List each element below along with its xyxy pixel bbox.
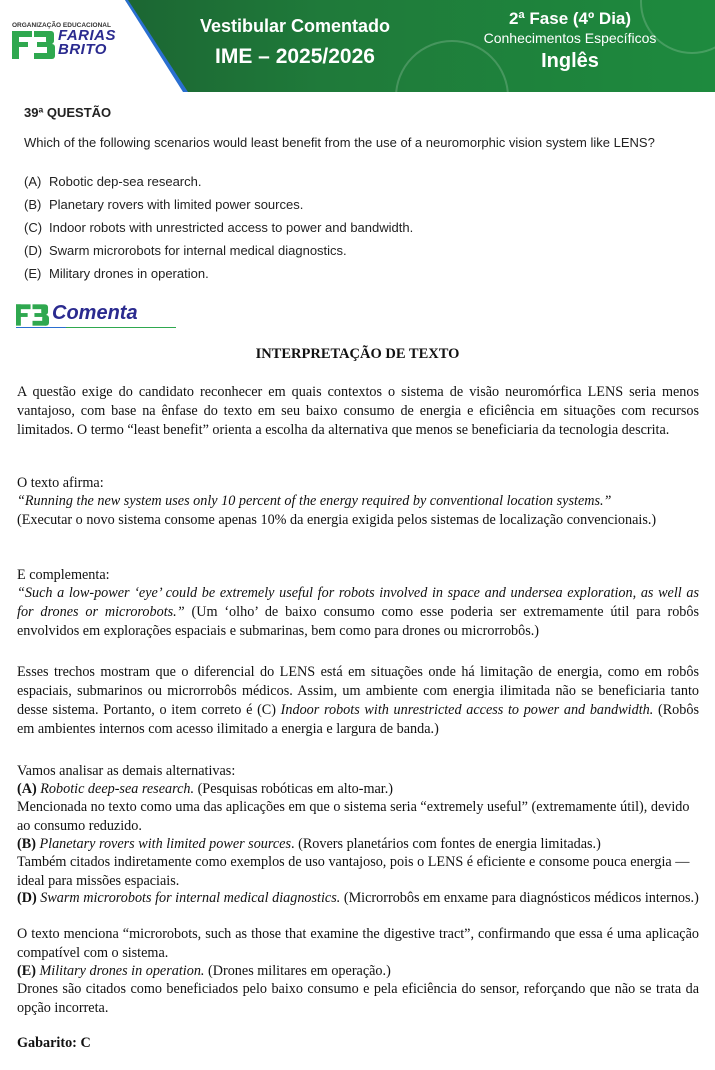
option-b: (B) Planetary rovers with limited power sources. xyxy=(24,197,304,212)
quote2-paragraph: “Such a low-power ‘eye’ could be extremely useful for robots involved in space and undersea exploration, as well as for drones or microrobots.” (Um ‘olho’ de baixo consumo como esse poderia ser extremamente útil para robôs envolvidos em explorações espaciais e submarinas, bem como para drones ou microrrobôs.) xyxy=(17,585,700,639)
farias-brito-logo xyxy=(12,22,132,72)
exam-subject xyxy=(470,8,670,75)
option-d: (D) Swarm microrobots for internal medical diagnostics. xyxy=(24,243,347,258)
logo-org-label: ORGANIZAÇÃO EDUCACIONAL xyxy=(12,22,111,29)
page-header xyxy=(0,0,715,92)
option-e: (E) Military drones in operation. xyxy=(24,266,209,281)
subject-name: Inglês xyxy=(541,50,599,72)
comenta-label: Comenta xyxy=(52,302,138,324)
commentary-title: INTERPRETAÇÃO DE TEXTO xyxy=(255,346,460,362)
other-option-b: (B) Planetary rovers with limited power sources. (Rovers planetários com fontes de energia limitadas.) xyxy=(17,836,601,852)
fb-comenta-logo xyxy=(16,304,176,328)
conclusion-paragraph: Esses trechos mostram que o diferencial do LENS está em situações onde há limitação de energia, como em robôs espaciais, submarinos ou microrrobôs médicos. Assim, um ambiente com energia ilimitada não se beneficiaria tanto desse sistema. Portanto, o item correto é (C) Indoor robots with unrestricted access to power and bandwidth. (Robôs em ambientes internos com acesso ilimitado a energia e largura de banda.) xyxy=(17,664,699,737)
fb-logo-icon xyxy=(16,304,49,326)
comenta-underline-accent xyxy=(16,327,66,328)
answer-key: Gabarito: C xyxy=(17,1035,91,1051)
question-number: 39ª QUESTÃO xyxy=(24,105,112,120)
quote2-lead: E complementa: xyxy=(17,567,110,583)
commentary-intro: A questão exige do candidato reconhecer em quais contextos o sistema de visão neuromórfica LENS seria menos vantajoso, com base na ênfase do texto em seu baixo consumo de energia e eficiência em situações com recursos limitados. O termo “least benefit” orienta a escolha da alternativa que menos se beneficiaria da tecnologia descrita. xyxy=(17,384,699,438)
other-option-b-explanation: Também citados indiretamente como exemplos de uso vantajoso, pois o LENS é eficiente e consome pouca energia — ideal para missões espaciais. xyxy=(17,854,690,889)
other-option-e: (E) Military drones in operation. (Drones militares em operação.) xyxy=(17,963,391,979)
other-option-a-explanation: Mencionada no texto como uma das aplicações em que o sistema seria “extremely useful” (extremamente útil), devido ao consumo reduzido. xyxy=(17,799,690,834)
subject-group: Conhecimentos Específicos xyxy=(483,30,657,46)
other-option-e-explanation: Drones são citados como beneficiados pelo baixo consumo e pela eficiência do sensor, reforçando que não se trata da opção incorreta. xyxy=(17,981,699,1016)
logo-name: FARIAS BRITO xyxy=(58,27,117,58)
other-option-a: (A) Robotic deep-sea research. (Pesquisas robóticas em alto-mar.) xyxy=(17,781,394,797)
exam-title-line2: IME – 2025/2026 xyxy=(215,45,375,68)
option-a: (A) Robotic dep-sea research. xyxy=(24,174,202,189)
option-c: (C) Indoor robots with unrestricted access to power and bandwidth. xyxy=(24,220,414,235)
exam-title-line1: Vestibular Comentado xyxy=(199,16,391,36)
quote1-lead: O texto afirma: xyxy=(17,475,104,491)
exam-title xyxy=(190,14,400,72)
other-option-d: (D) Swarm microrobots for internal medical diagnostics. (Microrrobôs em enxame para diagnósticos médicos internos.) xyxy=(17,890,699,906)
quote1-english: “Running the new system uses only 10 percent of the energy required by conventional location systems.” xyxy=(17,493,612,509)
question-prompt: Which of the following scenarios would least benefit from the use of a neuromorphic vision system like LENS? xyxy=(24,135,655,150)
exam-phase: 2ª Fase (4º Dia) xyxy=(508,9,632,28)
other-option-d-explanation: O texto menciona “microrobots, such as those that examine the digestive tract”, confirmando que essa é uma aplicação compatível com o sistema. xyxy=(17,926,699,961)
others-lead: Vamos analisar as demais alternativas: xyxy=(17,763,236,779)
fb-logo-icon xyxy=(12,31,56,59)
quote1-translation: (Executar o novo sistema consome apenas 10% da energia exigida pelos sistemas de localização convencionais.) xyxy=(17,512,657,528)
